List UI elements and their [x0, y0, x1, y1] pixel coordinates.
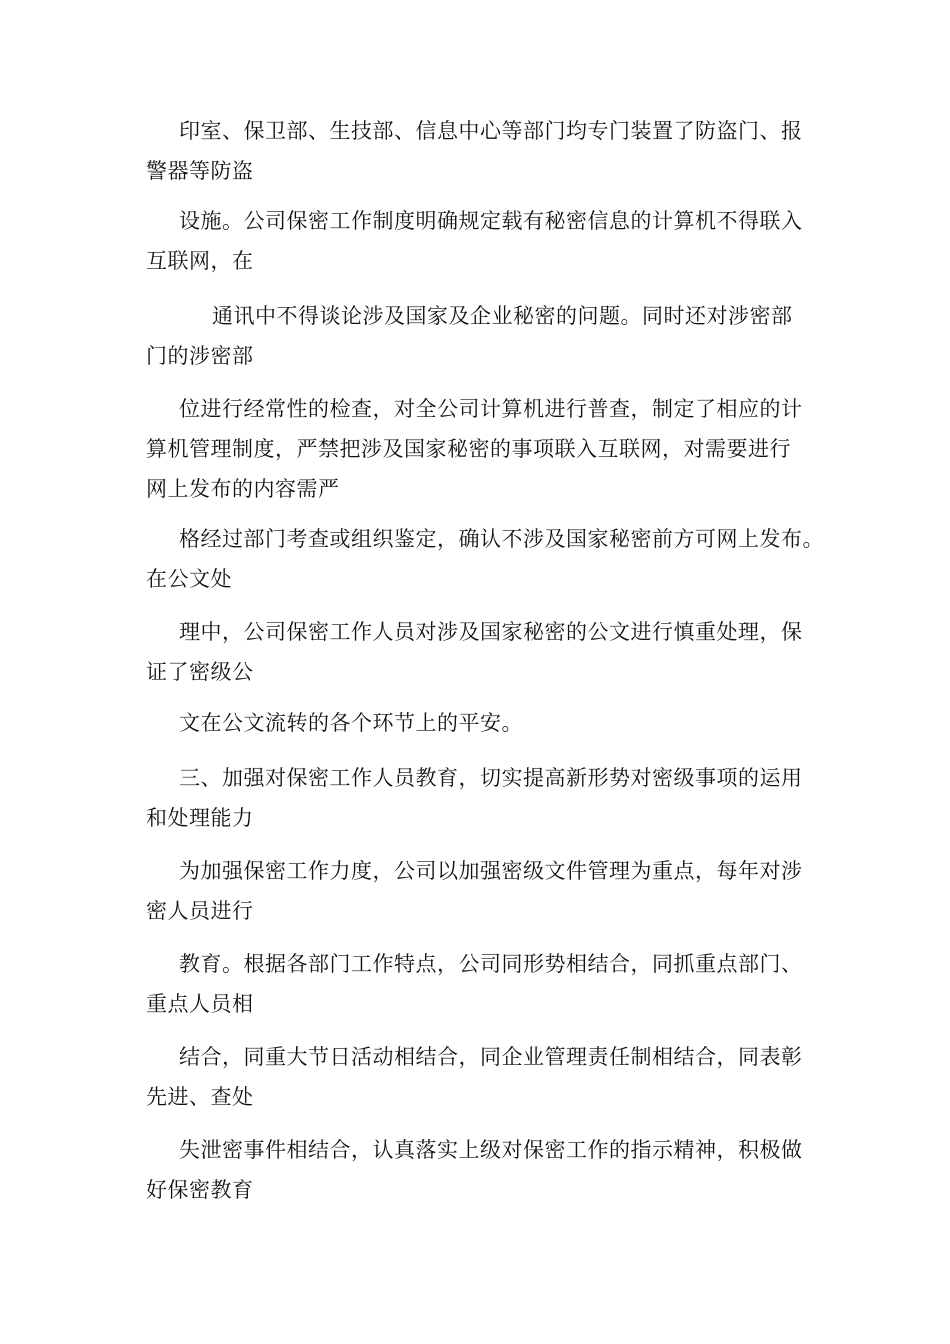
paragraph-document-flow [146, 703, 826, 743]
text-line: 在公文处 [146, 567, 232, 591]
text-line: 通讯中不得谈论涉及国家及企业秘密的问题。同时还对涉密部 [212, 304, 793, 328]
text-line: 门的涉密部 [146, 344, 254, 368]
paragraph-online-publishing [146, 519, 826, 599]
text-line: 位进行经常性的检查，对全公司计算机进行普查，制定了相应的计 [179, 397, 803, 421]
paragraph-confidentiality-rules [146, 201, 826, 281]
text-line: 网上发布的内容需严 [146, 477, 340, 501]
text-line: 证了密级公 [146, 660, 254, 684]
text-line: 设施。公司保密工作制度明确规定载有秘密信息的计算机不得联入 [179, 209, 803, 233]
text-line: 重点人员相 [146, 992, 254, 1016]
text-line: 印室、保卫部、生技部、信息中心等部门均专门装置了防盗门、报 [179, 119, 803, 143]
section-heading-three [146, 758, 826, 838]
text-line: 先进、查处 [146, 1085, 254, 1109]
text-line: 互联网，在 [146, 249, 254, 273]
text-line: 密人员进行 [146, 899, 254, 923]
text-line: 格经过部门考查或组织鉴定，确认不涉及国家秘密前方可网上发布。 [179, 527, 824, 551]
paragraph-computer-inspection [146, 389, 826, 509]
text-line: 好保密教育 [146, 1178, 254, 1202]
paragraph-leak-incidents [146, 1130, 826, 1210]
text-line: 结合，同重大节日活动相结合，同企业管理责任制相结合，同表彰 [179, 1045, 803, 1069]
paragraph-document-handling [146, 612, 826, 692]
paragraph-holiday-activities [146, 1037, 826, 1117]
paragraph-department-focus [146, 944, 826, 1024]
text-line: 教育。根据各部门工作特点，公司同形势相结合，同抓重点部门、 [179, 952, 803, 976]
text-line: 理中，公司保密工作人员对涉及国家秘密的公文进行慎重处理，保 [179, 620, 803, 644]
text-line: 为加强保密工作力度，公司以加强密级文件管理为重点，每年对涉 [179, 859, 803, 883]
text-line: 算机管理制度，严禁把涉及国家秘密的事项联入互联网，对需要进行 [146, 437, 791, 461]
text-line: 和处理能力 [146, 806, 254, 830]
text-line: 警器等防盗 [146, 159, 254, 183]
text-line: 失泄密事件相结合，认真落实上级对保密工作的指示精神，积极做 [179, 1138, 803, 1162]
text-line: 三、加强对保密工作人员教育，切实提高新形势对密级事项的运用 [179, 766, 803, 790]
paragraph-communication-rules [146, 296, 826, 376]
paragraph-security-facilities [146, 111, 826, 191]
text-line: 文在公文流转的各个环节上的平安。 [179, 711, 523, 735]
paragraph-staff-education [146, 851, 826, 931]
